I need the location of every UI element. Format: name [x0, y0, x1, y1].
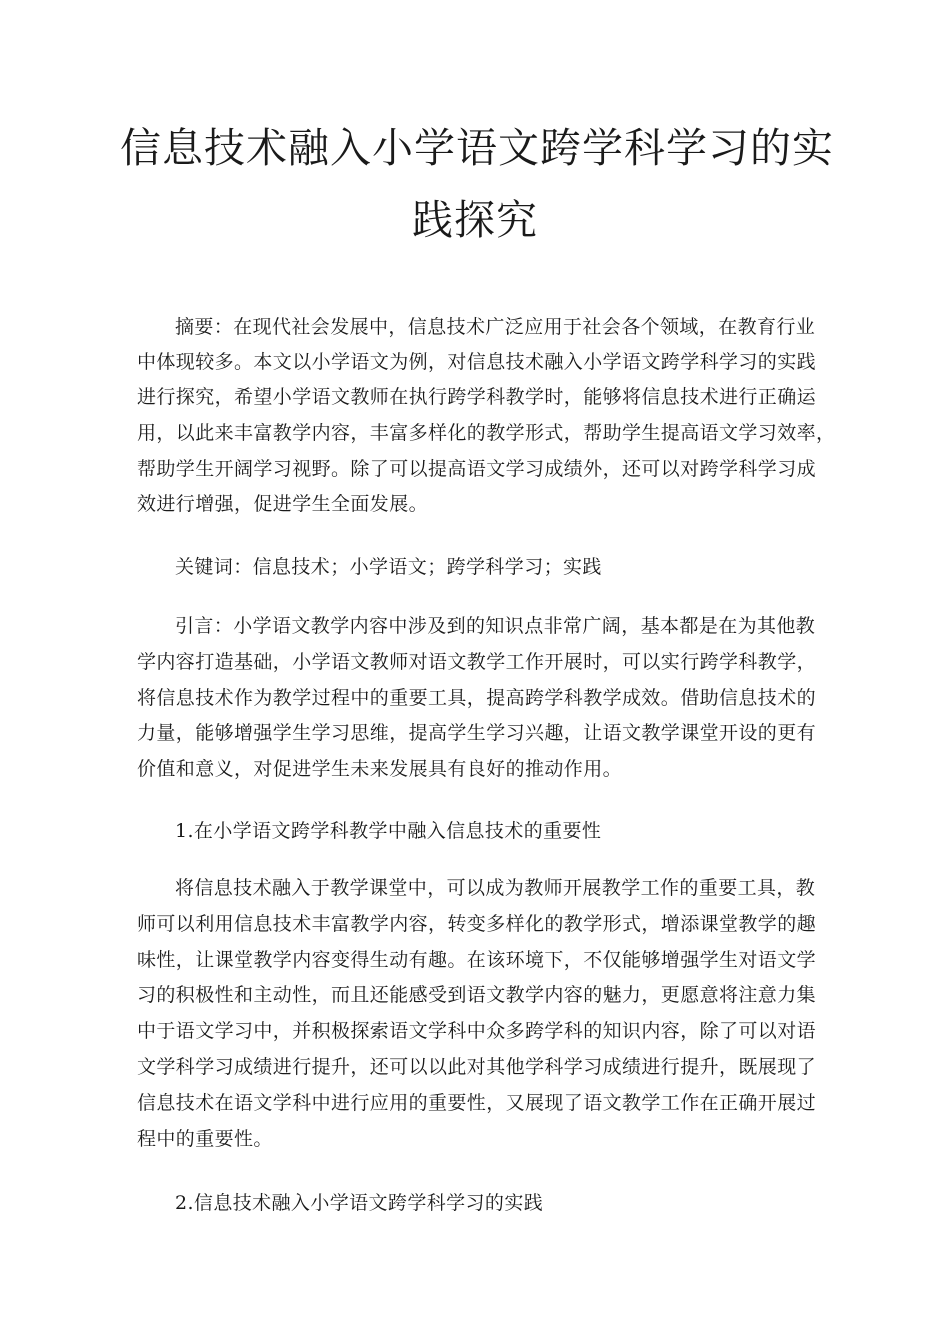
section-1-line: 中于语文学习中，并积极探索语文学科中众多跨学科的知识内容，除了可以对语 — [137, 1020, 817, 1042]
intro-line: 价值和意义，对促进学生未来发展具有良好的推动作用。 — [137, 758, 623, 780]
abstract-line: 中体现较多。本文以小学语文为例，对信息技术融入小学语文跨学科学习的实践 — [137, 351, 817, 373]
abstract-line: 摘要：在现代社会发展中，信息技术广泛应用于社会各个领域，在教育行业 — [175, 316, 816, 338]
abstract-line: 进行探究，希望小学语文教师在执行跨学科教学时，能够将信息技术进行正确运 — [137, 386, 817, 408]
abstract-line: 帮助学生开阔学习视野。除了可以提高语文学习成绩外，还可以对跨学科学习成 — [137, 458, 817, 480]
section-1-line: 将信息技术融入于教学课堂中，可以成为教师开展教学工作的重要工具，教 — [175, 877, 816, 899]
intro-line: 将信息技术作为教学过程中的重要工具，提高跨学科教学成效。借助信息技术的 — [137, 687, 817, 709]
section-1-heading: 1.在小学语文跨学科教学中融入信息技术的重要性 — [175, 820, 602, 842]
keywords-line: 关键词：信息技术；小学语文；跨学科学习；实践 — [175, 556, 602, 578]
section-1-line: 程中的重要性。 — [137, 1128, 273, 1150]
section-1-line: 文学科学习成绩进行提升，还可以以此对其他学科学习成绩进行提升，既展现了 — [137, 1056, 817, 1078]
intro-line: 学内容打造基础，小学语文教师对语文教学工作开展时，可以实行跨学科教学， — [137, 651, 817, 673]
intro-line: 引言：小学语文教学内容中涉及到的知识点非常广阔，基本都是在为其他教 — [175, 615, 816, 637]
document-title-line-2: 践探究 — [412, 196, 538, 244]
abstract-line: 用，以此来丰富教学内容，丰富多样化的教学形式，帮助学生提高语文学习效率， — [137, 422, 836, 444]
document-title-line-1: 信息技术融入小学语文跨学科学习的实 — [120, 124, 834, 172]
abstract-line: 效进行增强，促进学生全面发展。 — [137, 493, 429, 515]
section-1-line: 师可以利用信息技术丰富教学内容，转变多样化的教学形式，增添课堂教学的趣 — [137, 913, 817, 935]
section-1-line: 信息技术在语文学科中进行应用的重要性，又展现了语文教学工作在正确开展过 — [137, 1092, 817, 1114]
section-1-line: 习的积极性和主动性，而且还能感受到语文教学内容的魅力，更愿意将注意力集 — [137, 984, 817, 1006]
section-1-line: 味性，让课堂教学内容变得生动有趣。在该环境下，不仅能够增强学生对语文学 — [137, 949, 817, 971]
intro-line: 力量，能够增强学生学习思维，提高学生学习兴趣，让语文教学课堂开设的更有 — [137, 722, 817, 744]
section-2-heading: 2.信息技术融入小学语文跨学科学习的实践 — [175, 1192, 544, 1214]
